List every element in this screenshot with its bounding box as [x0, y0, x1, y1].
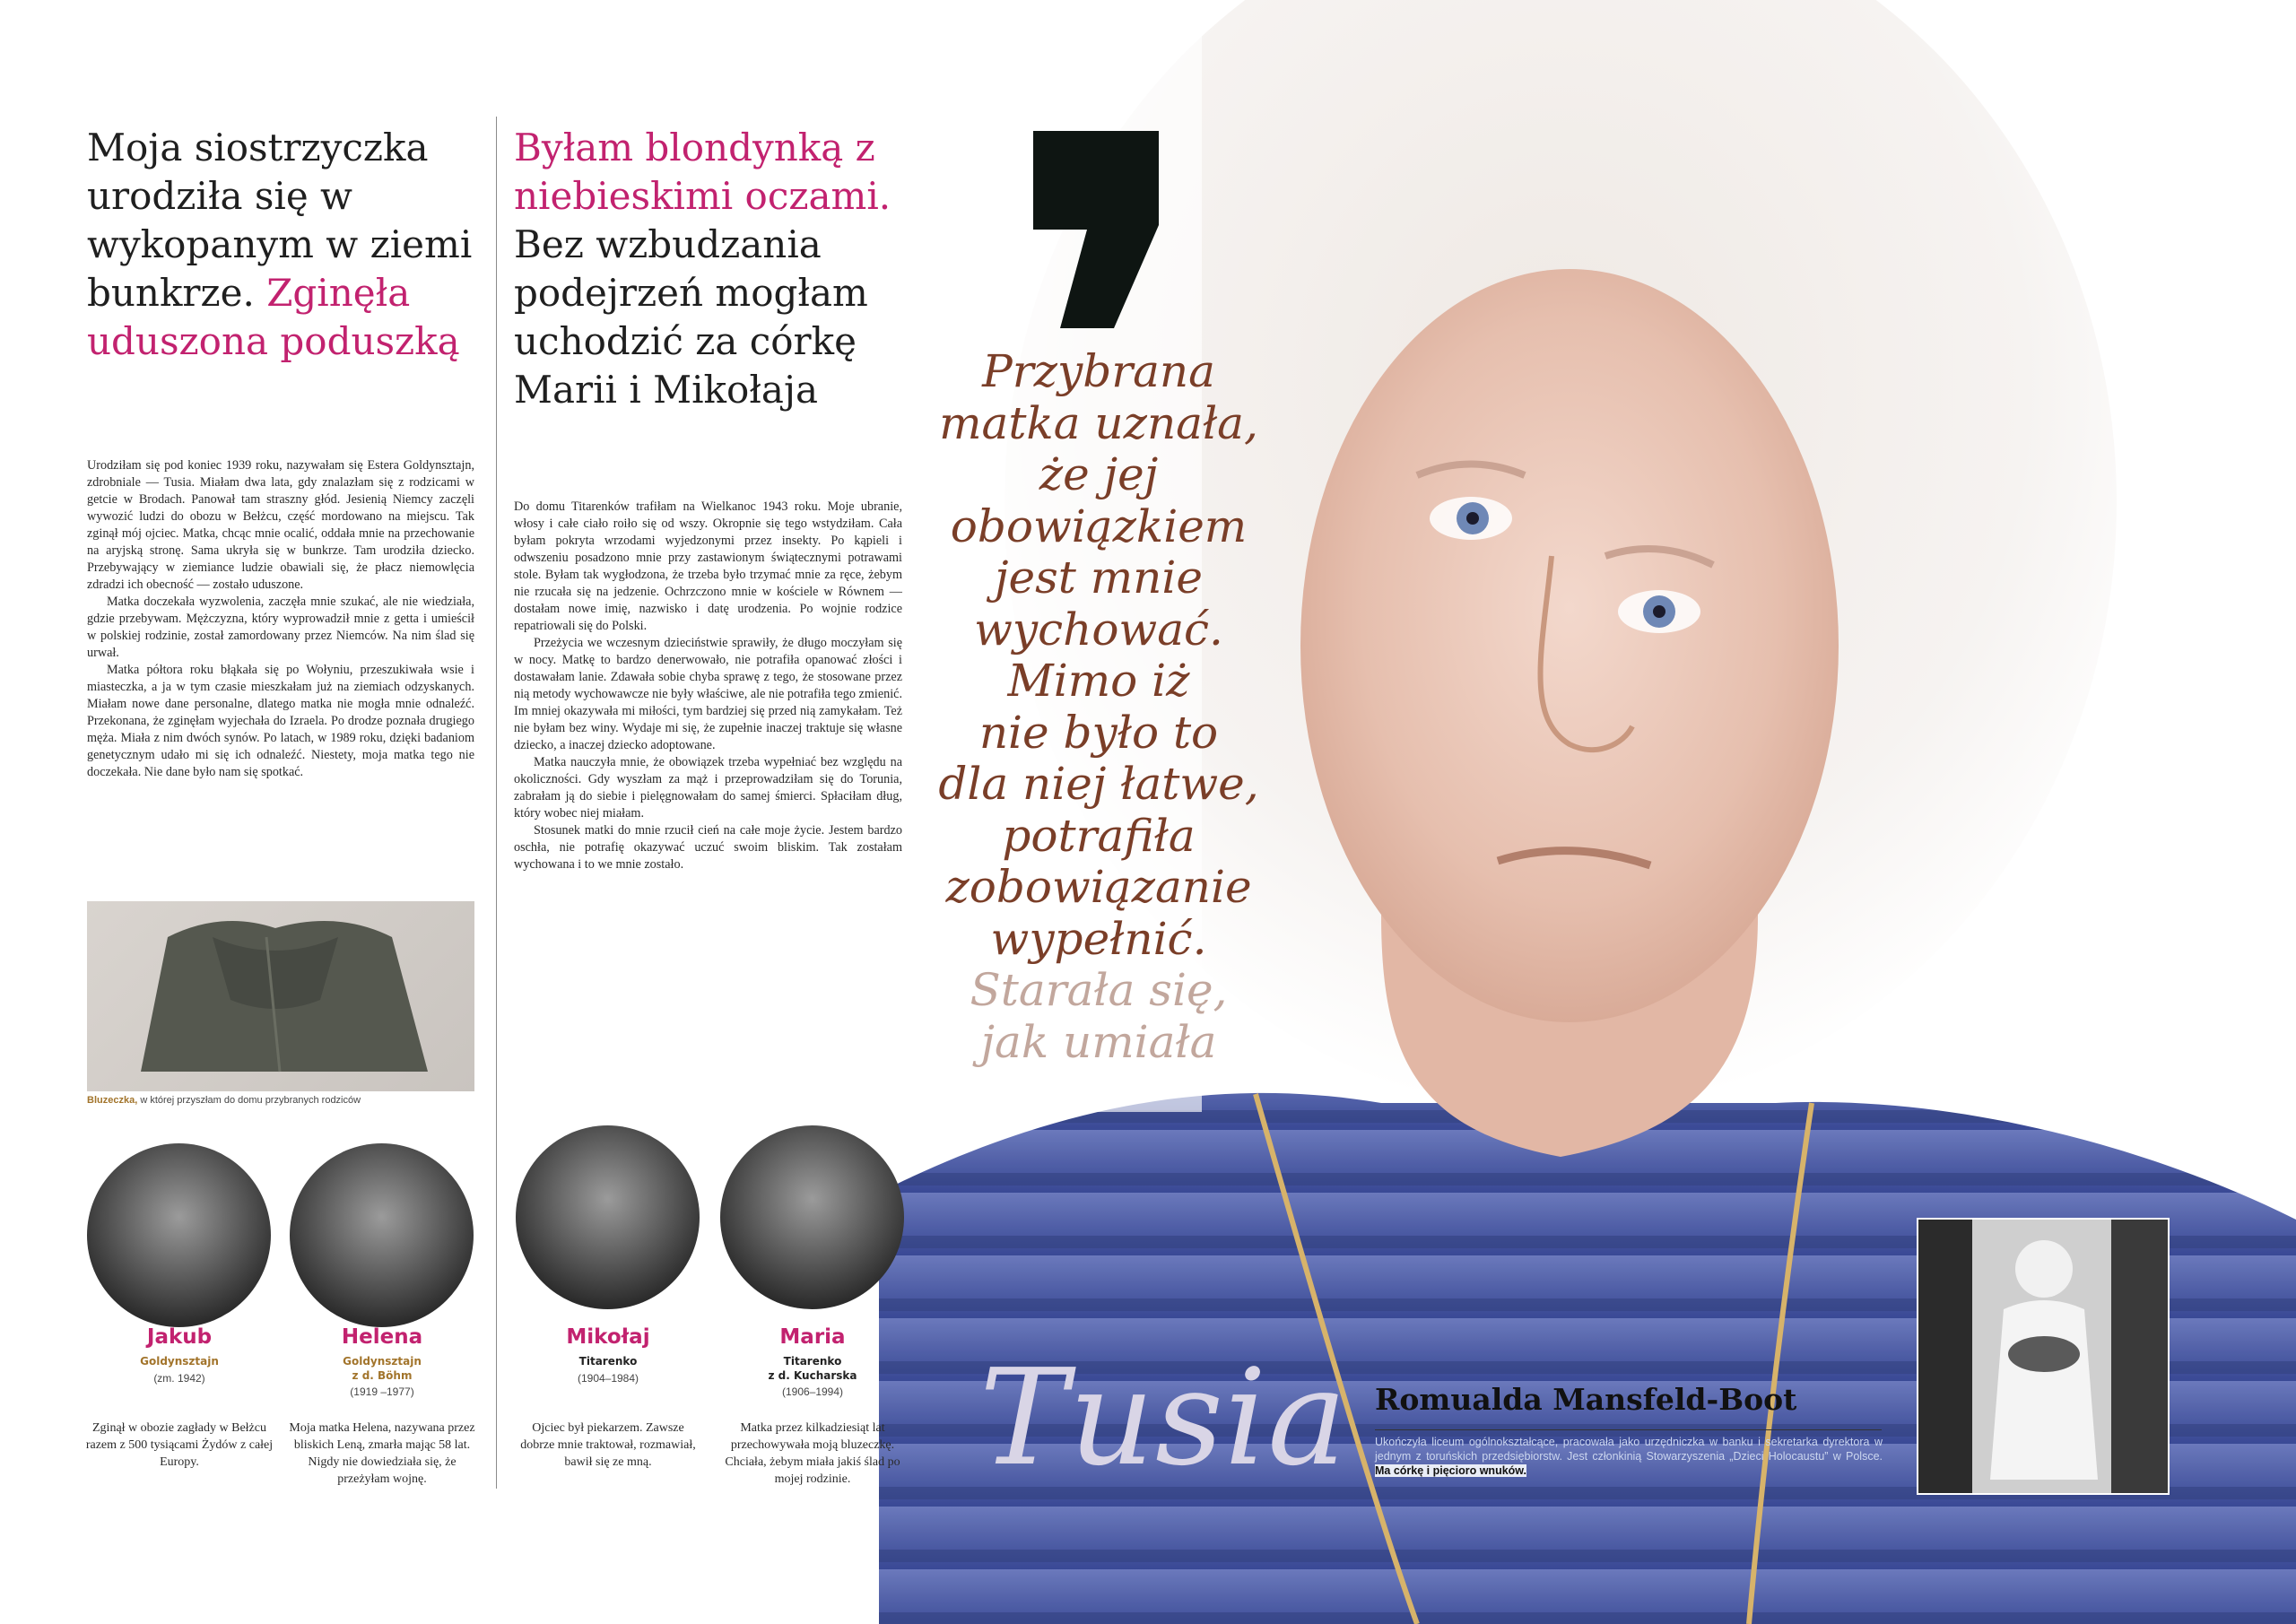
right-paragraph-2: Przeżycia we wczesnym dzieciństwie sprawiły, że długo moczyłam się w nocy. Matkę to bardzo denerwowało, nie potrafiła opanować złości i dostawałam lanie. Zdawała sobie chyba sprawę z tego, że stosowane przez nią metody wychowawcze nie były właściwe, ale nie potrafiła tego zmienić. Im mniej okazywała mi miłości, tym bardziej się przed nią zamykałam. Też nie byłam bez winy. Wydaje mi się, że zupełnie inaczej traktuje się własne dziecko, a inaczej dziecko adoptowane.	[514, 636, 902, 752]
avatar-mikolaj	[516, 1125, 700, 1309]
person-description: Ojciec był piekarzem. Zawsze dobrze mnie traktował, rozmawiał, bawił się ze mną.	[520, 1421, 696, 1469]
quote-line: Przybrana	[982, 345, 1215, 397]
right-headline-dark: Bez wzbudzania podejrzeń mogłam uchodzić za córkę Marii i Mikołaja	[514, 222, 868, 412]
right-headline	[514, 124, 909, 414]
left-paragraph-2: Matka doczekała wyzwolenia, zaczęła mnie szukać, ale nie wiedziała, gdzie przebywam. Mężczyzna, który wyprowadził mnie z getta i umieścił w polskiej rodzinie, został zamordowany przez Niemców. Na nim ślad się urwał.	[87, 595, 474, 660]
blouse-photo	[87, 901, 474, 1091]
quote-line: jest mnie	[995, 551, 1203, 604]
quote-line: nie było to	[978, 706, 1219, 759]
quote-line: że jej	[1039, 448, 1159, 500]
person-surname: Titarenko	[783, 1355, 842, 1368]
subject-bio-bold: Ma córkę i pięcioro wnuków.	[1375, 1464, 1527, 1477]
person-description: Zginął w obozie zagłady w Bełżcu razem z 500 tysiącami Żydów z całej Europy.	[85, 1421, 274, 1469]
left-headline-pink: Zginęła uduszona poduszką	[87, 271, 460, 363]
quote-line: wychować.	[974, 603, 1223, 656]
right-paragraph-1: Do domu Titarenków trafiłam na Wielkanoc 1943 roku. Moje ubranie, włosy i całe ciało roiło się od wszy. Okropnie się tego wstydziłam. Cała byłam pokryta wrzodami wyjedzonymi przez insekty. Po kąpieli i odwszeniu posadzono mnie przy zastawionym świątecznymi potrawami stole. Byłam tak wygłodzona, że trzeba było trzymać mnie za ręce, żebym nie rzucała się na jedzenie. Ochrzczono mnie w kościele w Równem — dostałam nowe imię, nazwisko i datę urodzenia. Po wojnie rodzice repatriowali się do Polski.	[514, 499, 902, 633]
subject-bio-text: Ukończyła liceum ogólnokształcące, pracowała jako urzędniczka w banku i sekretarka dyrektora w jednym z toruńskich przedsiębiorstw. Jest członkinią Stowarzyszenia „Dzieci Holocaustu” w Polsce.	[1375, 1436, 1883, 1463]
quote-line: matka uznała,	[939, 396, 1258, 449]
person-name: Maria	[779, 1325, 846, 1349]
left-body	[87, 457, 474, 781]
person-dates: (1904–1984)	[577, 1372, 639, 1385]
quote-line: dla niej łatwe,	[938, 758, 1259, 810]
person-surname: Titarenko	[578, 1355, 638, 1368]
person-dates: (zm. 1942)	[153, 1372, 205, 1385]
avatar-maria	[720, 1125, 904, 1309]
quote-line: zobowiązanie	[945, 861, 1252, 913]
right-headline-pink: Byłam blondynką z niebieskimi oczami.	[514, 126, 891, 218]
person-name: Jakub	[146, 1325, 213, 1349]
subject-name: Romualda Mansfeld-Boot	[1375, 1382, 1797, 1417]
person-dates: (1906–1994)	[781, 1385, 844, 1398]
blouse-caption	[87, 1095, 474, 1106]
person-maiden-name: z d. Kucharska	[768, 1369, 857, 1382]
person-dates: (1919 –1977)	[350, 1385, 414, 1398]
person-description: Moja matka Helena, nazywana przez bliskich Leną, zmarła mając 58 lat. Nigdy nie dowiedziała się, że przeżyłam wojnę.	[289, 1421, 475, 1486]
right-paragraph-4: Stosunek matki do mnie rzucił cień na całe moje życie. Jestem bardzo oschła, nie potrafię okazywać uczuć swoim bliskim. Tak zostałam wychowana i to we mnie zostało.	[514, 823, 902, 872]
avatar-helena	[290, 1143, 474, 1327]
childhood-photo	[1917, 1218, 2170, 1495]
quote-mark-icon	[1033, 131, 1159, 328]
quote-line: jak umiała	[980, 1015, 1217, 1068]
quote-line: Mimo iż	[1007, 655, 1190, 707]
person-name: Helena	[341, 1325, 423, 1349]
right-paragraph-3: Matka nauczyła mnie, że obowiązek trzeba wypełniać bez względu na okoliczności. Gdy wyszłam za mąż i przeprowadziłam się do Torunia, zabrałam ją do siebie i pielęgnowałam do samej śmierci. Spłaciłam dług, który wobec niej miałam.	[514, 755, 902, 821]
person-maiden-name: z d. Böhm	[352, 1369, 413, 1382]
person-surname: Goldynsztajn	[343, 1355, 422, 1368]
left-headline-dark: Moja siostrzyczka urodziła się w wykopanym w ziemi bunkrze.	[87, 126, 473, 315]
quote-line: potrafiła	[1002, 809, 1196, 862]
subject-name-rule	[1375, 1429, 1882, 1430]
left-paragraph-3: Matka półtora roku błąkała się po Wołyniu, przeszukiwała wsie i miasteczka, a ja w tym czasie mieszkałam już na ziemiach odzyskanych. Miałam nowe dane personalne, dlatego matka nie mogła mnie odnaleźć. Przekonana, że zginęłam wyjechała do Izraela. Po drodze poznała drugiego męża. Miała z nim dwóch synów. Po latach, w 1989 roku, dzięki badaniom genetycznym udało mi się ich odnaleźć. Niestety, moja matka tego nie doczekała. Nie dane było nam się spotkać.	[87, 663, 474, 779]
right-body	[514, 499, 902, 873]
quote-line: Starała się,	[970, 964, 1228, 1016]
quote-line: wypełnić.	[990, 912, 1207, 965]
column-divider	[496, 117, 497, 1489]
avatar-jakub	[87, 1143, 271, 1327]
nickname-title: Tusia	[979, 1341, 1348, 1495]
blouse-caption-bold: Bluzeczka,	[87, 1095, 138, 1106]
subject-bio	[1375, 1435, 1883, 1478]
pull-quote	[933, 346, 1265, 1068]
left-headline	[87, 124, 482, 366]
person-name: Mikołaj	[566, 1325, 650, 1349]
person-description: Matka przez kilkadziesiąt lat przechowywała moją bluzeczkę. Chciała, żebym miała jakiś ślad po mojej rodzinie.	[725, 1421, 900, 1486]
quote-line: obowiązkiem	[950, 499, 1248, 552]
left-paragraph-1: Urodziłam się pod koniec 1939 roku, nazywałam się Estera Goldynsztajn, zdrobniale — Tusia. Miałam dwa lata, gdy znalazłam się z rodzicami w getcie w Brodach. Panował tam straszny głód. Jesienią Niemcy zaczęli wywozić ludzi do obozu w Bełżcu, część mordowano na miejscu. Tak zginął mój ojciec. Matka, chcąc mnie ocalić, oddała mnie na przechowanie na aryjską stronę. Sama ukryła się w bunkrze. Tam urodziła dziecko. Przebywający w ziemiance ludzie obawiali się, że płacz niemowlęcia zdradzi ich obecność — zostało uduszone.	[87, 458, 474, 592]
person-surname: Goldynsztajn	[140, 1355, 219, 1368]
blouse-caption-text: w której przyszłam do domu przybranych rodziców	[140, 1095, 361, 1106]
